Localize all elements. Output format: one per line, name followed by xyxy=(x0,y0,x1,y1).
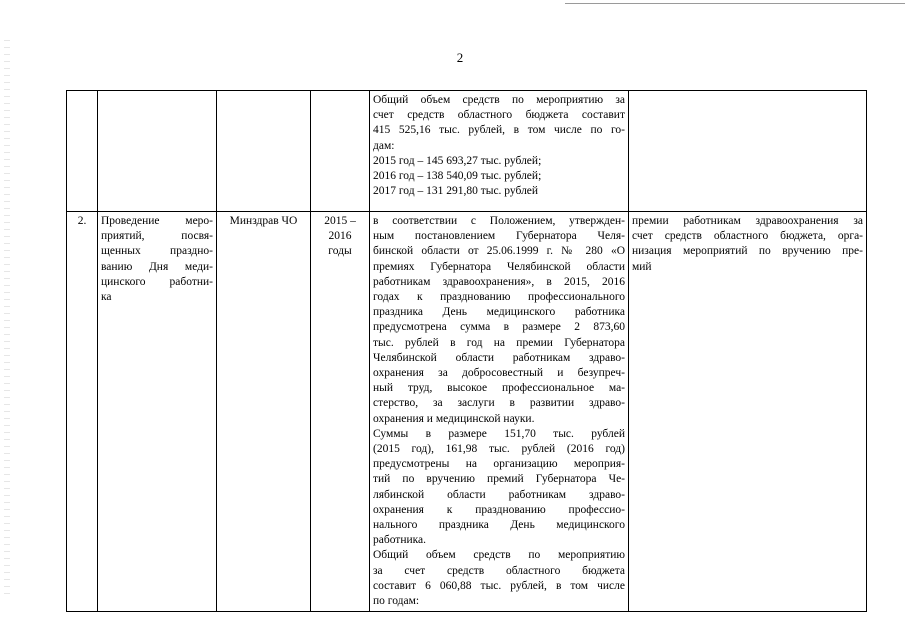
years-line: 2016 xyxy=(328,230,352,243)
years-line: годы xyxy=(328,245,352,258)
desc-line: нального праздника День медицинского xyxy=(373,519,625,532)
row2-description-cell xyxy=(370,212,629,612)
desc-line: лябинской области работникам здраво- xyxy=(373,488,625,501)
years-line: 2015 – xyxy=(324,215,356,227)
desc-line: охранения за добросовестный и безупреч- xyxy=(373,367,625,380)
desc-line: работникам здравоохранения», в 2015, 2016 xyxy=(373,275,625,288)
name-line: цинского работни- xyxy=(101,275,213,288)
row2-years-cell xyxy=(311,212,370,612)
name-line: Проведение меро- xyxy=(101,215,213,227)
desc-line: тий по вручению премий Губернатора Че- xyxy=(373,473,625,486)
desc-line: тыс. рублей в год на премии Губернатора xyxy=(373,336,625,349)
row1-number-cell xyxy=(67,91,98,212)
row1-years-cell xyxy=(311,91,370,212)
desc-line: охранения к празднованию профессио- xyxy=(373,503,625,516)
name-line: ванию Дня меди- xyxy=(101,260,213,273)
row1-responsible-cell xyxy=(217,91,311,212)
document-table-container xyxy=(66,90,863,608)
desc-line: Общий объем средств по мероприятию за xyxy=(373,94,625,106)
scan-edge-artifact xyxy=(4,40,10,600)
desc-line: работника. xyxy=(373,534,427,547)
result-line: счет средств областного бюджета, орга- xyxy=(632,230,863,243)
row1-description-cell xyxy=(370,91,629,212)
row2-responsible-cell xyxy=(217,212,311,612)
desc-line: в соответствии с Положением, утвержден- xyxy=(373,215,625,227)
header-rule xyxy=(565,3,905,4)
row1-result-cell xyxy=(629,91,867,212)
result-line: премии работникам здравоохранения за xyxy=(632,215,863,227)
desc-line: по годам: xyxy=(373,595,420,608)
row2-name-cell xyxy=(98,212,217,612)
desc-line: составит 6 060,88 тыс. рублей, в том числе xyxy=(373,579,625,592)
desc-line: стерство, за заслуги в развитии здраво- xyxy=(373,397,625,410)
row1-name-cell xyxy=(98,91,217,212)
desc-line: ным постановлением Губернатора Челя- xyxy=(373,230,625,243)
result-line: низация мероприятий по вручению пре- xyxy=(632,245,863,258)
desc-line: дам: xyxy=(373,139,395,152)
desc-line: (2015 год), 161,98 тыс. рублей (2016 год) xyxy=(373,443,625,456)
desc-line: Челябинской области работникам здраво- xyxy=(373,351,625,364)
desc-line: ный труд, высокое профессиональное ма- xyxy=(373,382,625,395)
desc-line: 2017 год – 131 291,80 тыс. рублей xyxy=(373,185,539,198)
name-line: приятий, посвя- xyxy=(101,230,213,243)
desc-line: Суммы в размере 151,70 тыс. рублей xyxy=(373,427,625,440)
row2-result-cell xyxy=(629,212,867,612)
desc-line: бинской области от 25.06.1999 г. № 280 «О xyxy=(373,245,625,258)
name-line: ка xyxy=(101,291,112,304)
desc-line: праздника День медицинского работника xyxy=(373,306,625,319)
desc-line: охранения и медицинской науки. xyxy=(373,412,535,425)
desc-line: 2015 год – 145 693,27 тыс. рублей; xyxy=(373,154,542,167)
desc-line: Общий объем средств по мероприятию xyxy=(373,549,625,562)
row-number: 2. xyxy=(77,215,87,227)
desc-line: премиях Губернатора Челябинской области xyxy=(373,260,625,273)
desc-line: 2016 год – 138 540,09 тыс. рублей; xyxy=(373,170,542,183)
desc-line: счет средств областного бюджета составит xyxy=(373,109,625,122)
name-line: щенных праздно- xyxy=(101,245,213,258)
responsible-text: Минздрав ЧО xyxy=(229,215,298,227)
result-line: мий xyxy=(632,260,652,273)
desc-line: 415 525,16 тыс. рублей, в том числе по го- xyxy=(373,124,625,137)
desc-line: за счет средств областного бюджета xyxy=(373,564,625,577)
measures-table xyxy=(66,90,867,612)
table-row xyxy=(67,212,867,612)
desc-line: предусмотрены на организацию мероприя- xyxy=(373,458,625,471)
desc-line: предусмотрена сумма в размере 2 873,60 xyxy=(373,321,625,334)
desc-line: годах к празднованию профессионального xyxy=(373,291,625,304)
row2-number-cell xyxy=(67,212,98,612)
page-number: 2 xyxy=(456,50,464,65)
table-row xyxy=(67,91,867,212)
